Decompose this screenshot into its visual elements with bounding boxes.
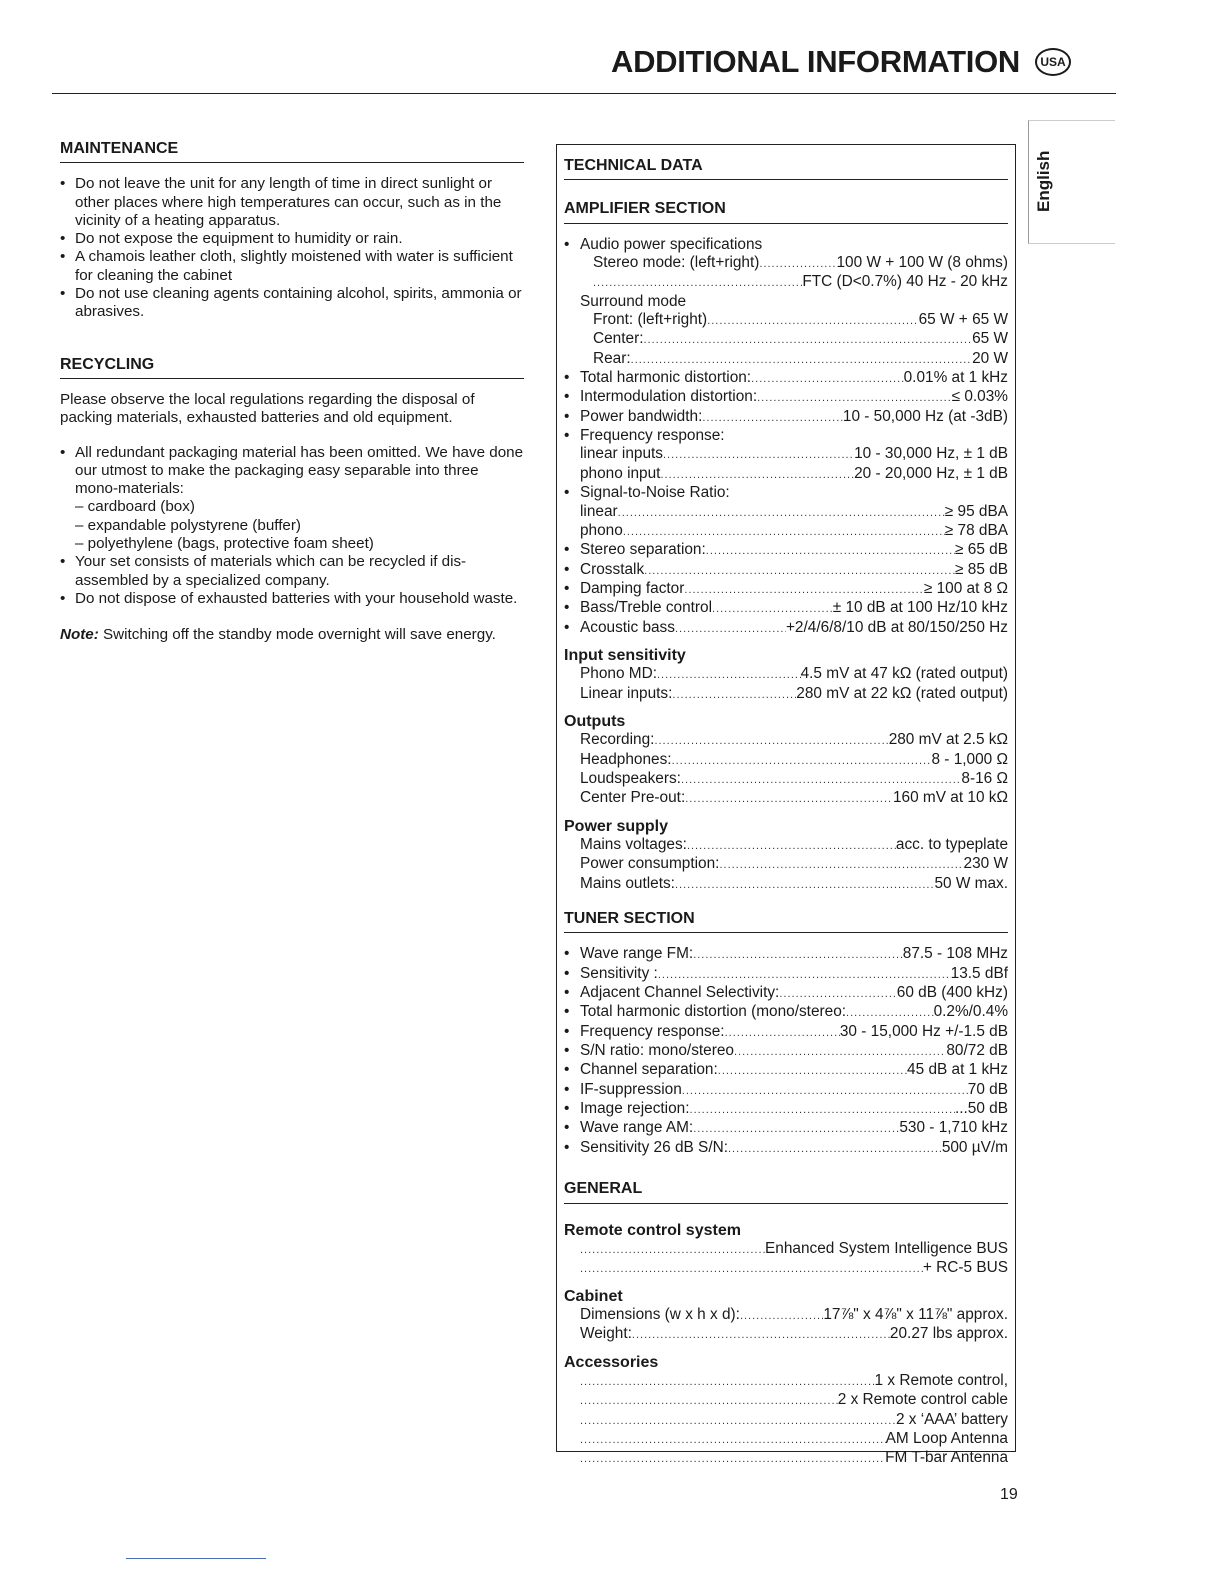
spec-value: 8 - 1,000 Ω <box>931 750 1008 768</box>
outputs-heading: Outputs <box>564 712 626 730</box>
spec-label: • Acoustic bass <box>580 618 675 636</box>
spec-label: • Damping factor <box>580 579 685 597</box>
spec-value: 500 µV/m <box>941 1138 1008 1156</box>
spec-row <box>564 789 1008 808</box>
spec-row <box>564 1449 1008 1468</box>
spec-value: 65 W <box>972 330 1008 348</box>
spec-label: • Image rejection: <box>580 1100 690 1118</box>
page-number: 19 <box>1000 1486 1018 1503</box>
tuner-heading: TUNER SECTION <box>564 910 1008 933</box>
spec-row <box>564 875 1008 894</box>
spec-label: • Adjacent Channel Selectivity: <box>580 984 780 1002</box>
spec-label: Front: (left+right) <box>593 311 708 329</box>
spec-value: 530 - 1,710 kHz <box>899 1119 1008 1137</box>
spec-row <box>564 1411 1008 1430</box>
spec-row <box>564 503 1008 522</box>
spec-value: 230 W <box>963 855 1008 873</box>
spec-label: Stereo mode: (left+right) <box>593 254 760 272</box>
spec-row <box>564 1325 1008 1344</box>
spec-label: Power consumption: <box>580 855 720 873</box>
spec-value: 17⅞" x 4⅞" x 11⅞" approx. <box>823 1305 1008 1323</box>
spec-value: Enhanced System Intelligence BUS <box>765 1239 1008 1257</box>
list-item: • Do not use cleaning agents containing alcohol, spirits, ammonia or abrasives. <box>60 285 524 322</box>
spec-row <box>564 1100 1008 1119</box>
remote-control-heading: Remote control system <box>564 1221 741 1239</box>
spec-label: • Power bandwidth: <box>580 407 703 425</box>
spec-value: 2 x Remote control cable <box>837 1391 1008 1409</box>
page-title: ADDITIONAL INFORMATION <box>611 44 1020 79</box>
spec-row <box>564 619 1008 638</box>
spec-row <box>564 1372 1008 1391</box>
general-heading: GENERAL <box>564 1180 1008 1203</box>
spec-row <box>564 408 1008 427</box>
spec-row <box>564 1240 1008 1259</box>
spec-row <box>564 1139 1008 1158</box>
maintenance-heading: MAINTENANCE <box>60 140 524 163</box>
power-supply-heading: Power supply <box>564 817 669 835</box>
spec-row <box>564 369 1008 388</box>
spec-row <box>564 445 1008 464</box>
list-item: • Your set consists of materials which can be recycled if dis-assembled by a specialized company. <box>60 553 524 590</box>
spec-row <box>564 945 1008 964</box>
spec-value: 280 mV at 2.5 kΩ <box>888 731 1008 749</box>
spec-line: • Frequency response: <box>564 427 1008 445</box>
left-column <box>60 140 524 645</box>
spec-value: 10 - 30,000 Hz, ± 1 dB <box>854 445 1008 463</box>
footer-rule <box>126 1558 266 1559</box>
amplifier-heading: AMPLIFIER SECTION <box>564 200 1008 223</box>
spec-value: ≥ 78 dBA <box>944 521 1008 539</box>
spec-value: 1 x Remote control, <box>874 1371 1008 1389</box>
spec-label: linear <box>580 502 618 520</box>
spec-row <box>564 836 1008 855</box>
header-rule <box>52 93 1116 94</box>
spec-label: Center Pre-out: <box>580 789 686 807</box>
spec-label: Center: <box>593 330 644 348</box>
recycling-intro: Please observe the local regulations regarding the disposal of packing materials, exhausted batteries and old equipment. <box>60 390 475 427</box>
spec-row <box>564 1391 1008 1410</box>
spec-row <box>564 388 1008 407</box>
spec-label: • Sensitivity 26 dB S/N: <box>580 1138 728 1156</box>
maintenance-list <box>60 175 524 321</box>
spec-row <box>564 1430 1008 1449</box>
spec-row <box>564 1081 1008 1100</box>
spec-row <box>564 1259 1008 1278</box>
spec-value: ≤ 0.03% <box>951 388 1008 406</box>
spec-value: 0.2%/0.4% <box>933 1003 1008 1021</box>
technical-data <box>564 157 1008 1469</box>
recycling-heading: RECYCLING <box>60 356 524 379</box>
list-item: • A chamois leather cloth, slightly moistened with water is sufficient for cleaning the cabinet <box>60 248 524 285</box>
spec-row <box>564 522 1008 541</box>
spec-value: 20.27 lbs approx. <box>889 1325 1008 1343</box>
spec-value: ≥ 100 at 8 Ω <box>923 579 1008 597</box>
spec-value: 4.5 mV at 47 kΩ (rated output) <box>800 665 1008 683</box>
spec-label: Headphones: <box>580 750 672 768</box>
spec-label: • IF-suppression <box>580 1080 682 1098</box>
spec-value: ...50 dB <box>954 1100 1008 1118</box>
spec-label: Mains voltages: <box>580 836 687 853</box>
spec-value: 20 - 20,000 Hz, ± 1 dB <box>854 464 1008 482</box>
spec-label: Phono MD: <box>580 665 657 683</box>
material-item: – expandable polystyrene (buffer) <box>75 516 301 534</box>
recycling-list <box>60 444 524 609</box>
spec-row <box>564 770 1008 789</box>
spec-row <box>564 1042 1008 1061</box>
spec-row <box>564 254 1008 273</box>
spec-value: 100 W + 100 W (8 ohms) <box>836 254 1008 272</box>
spec-value: 45 dB at 1 kHz <box>907 1061 1008 1079</box>
spec-label: • Wave range AM: <box>580 1119 694 1137</box>
spec-line: Surround mode <box>580 292 687 310</box>
spec-value: 13.5 dBf <box>950 964 1008 982</box>
spec-row <box>564 541 1008 560</box>
spec-value: 160 mV at 10 kΩ <box>892 789 1008 807</box>
spec-value: FM T-bar Antenna <box>885 1449 1008 1467</box>
material-item: – cardboard (box) <box>75 498 195 516</box>
spec-label: • Bass/Treble control <box>580 599 713 617</box>
language-label: English <box>1034 150 1053 212</box>
accessories-heading: Accessories <box>564 1353 659 1371</box>
spec-label: • Wave range FM: <box>580 945 694 963</box>
spec-value: FTC (D<0.7%) 40 Hz - 20 kHz <box>802 273 1008 291</box>
spec-row <box>564 330 1008 349</box>
spec-label: • S/N ratio: mono/stereo <box>580 1042 734 1060</box>
spec-value: AM Loop Antenna <box>885 1429 1008 1447</box>
spec-label: Linear inputs: <box>580 684 673 702</box>
spec-row <box>564 273 1008 292</box>
spec-value: 8-16 Ω <box>961 769 1008 787</box>
spec-row <box>564 561 1008 580</box>
spec-row <box>564 1306 1008 1325</box>
spec-value: 80/72 dB <box>946 1042 1008 1060</box>
spec-label: Recording: <box>580 731 655 749</box>
material-item: – polyethylene (bags, protective foam sheet) <box>75 535 374 553</box>
spec-row <box>564 1119 1008 1138</box>
spec-value: ≥ 95 dBA <box>944 502 1008 520</box>
spec-row <box>564 751 1008 770</box>
spec-row <box>564 580 1008 599</box>
spec-value: 0.01% at 1 kHz <box>903 369 1008 387</box>
spec-value: ≥ 85 dB <box>955 560 1008 578</box>
list-item: • Do not leave the unit for any length of time in direct sunlight or other places where high temperatures can occur, such as in the vicinity of a heating apparatus. <box>60 175 524 230</box>
spec-row <box>564 465 1008 484</box>
spec-row <box>564 1003 1008 1022</box>
spec-row <box>564 731 1008 750</box>
spec-value: 10 - 50,000 Hz (at -3dB) <box>842 407 1008 425</box>
spec-label: • Crosstalk <box>580 560 645 578</box>
spec-value: acc. to typeplate <box>895 836 1008 853</box>
spec-label: phono <box>580 521 623 539</box>
spec-row <box>564 1023 1008 1042</box>
spec-value: 87.5 - 108 MHz <box>902 945 1008 963</box>
technical-data-heading: TECHNICAL DATA <box>564 157 1008 180</box>
spec-row <box>564 965 1008 984</box>
spec-label: • Frequency response: <box>580 1022 725 1040</box>
spec-row <box>564 1061 1008 1080</box>
spec-value: 20 W <box>972 349 1008 367</box>
spec-value: 50 W max. <box>934 874 1008 892</box>
spec-row <box>564 665 1008 684</box>
cabinet-heading: Cabinet <box>564 1287 623 1305</box>
spec-row <box>564 855 1008 874</box>
spec-label: Mains outlets: <box>580 874 675 892</box>
spec-line: • Audio power specifications <box>564 236 1008 254</box>
spec-label: • Intermodulation distortion: <box>580 388 758 406</box>
spec-value: ± 10 dB at 100 Hz/10 kHz <box>832 599 1008 617</box>
spec-line: • Signal-to-Noise Ratio: <box>564 484 1008 502</box>
spec-value: 30 - 15,000 Hz +/-1.5 dB <box>839 1022 1008 1040</box>
spec-value: 60 dB (400 kHz) <box>896 984 1008 1002</box>
note-label: Note: <box>60 626 99 644</box>
usa-badge: USA <box>1035 48 1071 76</box>
spec-label: Dimensions (w x h x d): <box>580 1305 740 1323</box>
input-sensitivity-heading: Input sensitivity <box>564 646 686 664</box>
spec-label: • Sensitivity : <box>580 964 658 982</box>
spec-value: +2/4/6/8/10 dB at 80/150/250 Hz <box>785 618 1008 636</box>
note-text: Switching off the standby mode overnight will save energy. <box>98 626 496 644</box>
spec-label: Rear: <box>593 349 631 367</box>
spec-label: phono input <box>580 464 661 482</box>
spec-label: • Stereo separation: <box>580 541 706 559</box>
spec-value: 2 x ‘AAA’ battery <box>895 1410 1008 1428</box>
spec-row <box>564 599 1008 618</box>
spec-row <box>564 311 1008 330</box>
spec-value: ≥ 65 dB <box>955 541 1008 559</box>
list-item: • Do not dispose of exhausted batteries with your household waste. <box>60 590 524 608</box>
spec-value: + RC-5 BUS <box>922 1259 1008 1277</box>
spec-value: 280 mV at 22 kΩ (rated output) <box>796 684 1008 702</box>
spec-label: Weight: <box>580 1325 632 1343</box>
spec-label: • Channel separation: <box>580 1061 718 1079</box>
spec-row <box>564 350 1008 369</box>
spec-label: • Total harmonic distortion: <box>580 369 752 387</box>
list-item: • Do not expose the equipment to humidity or rain. <box>60 230 524 248</box>
spec-label: Loudspeakers: <box>580 769 681 787</box>
spec-value: 65 W + 65 W <box>918 311 1008 329</box>
spec-value: 70 dB <box>967 1080 1008 1098</box>
note <box>60 626 524 644</box>
list-item <box>60 444 524 554</box>
spec-row <box>564 984 1008 1003</box>
list-item-text: All redundant packaging material has been omitted. We have done our utmost to make the packaging easy separable into three mono-materials: <box>75 443 524 498</box>
spec-row <box>564 685 1008 704</box>
spec-label: linear inputs <box>580 445 663 463</box>
spec-label: • Total harmonic distortion (mono/stereo: <box>580 1003 847 1021</box>
